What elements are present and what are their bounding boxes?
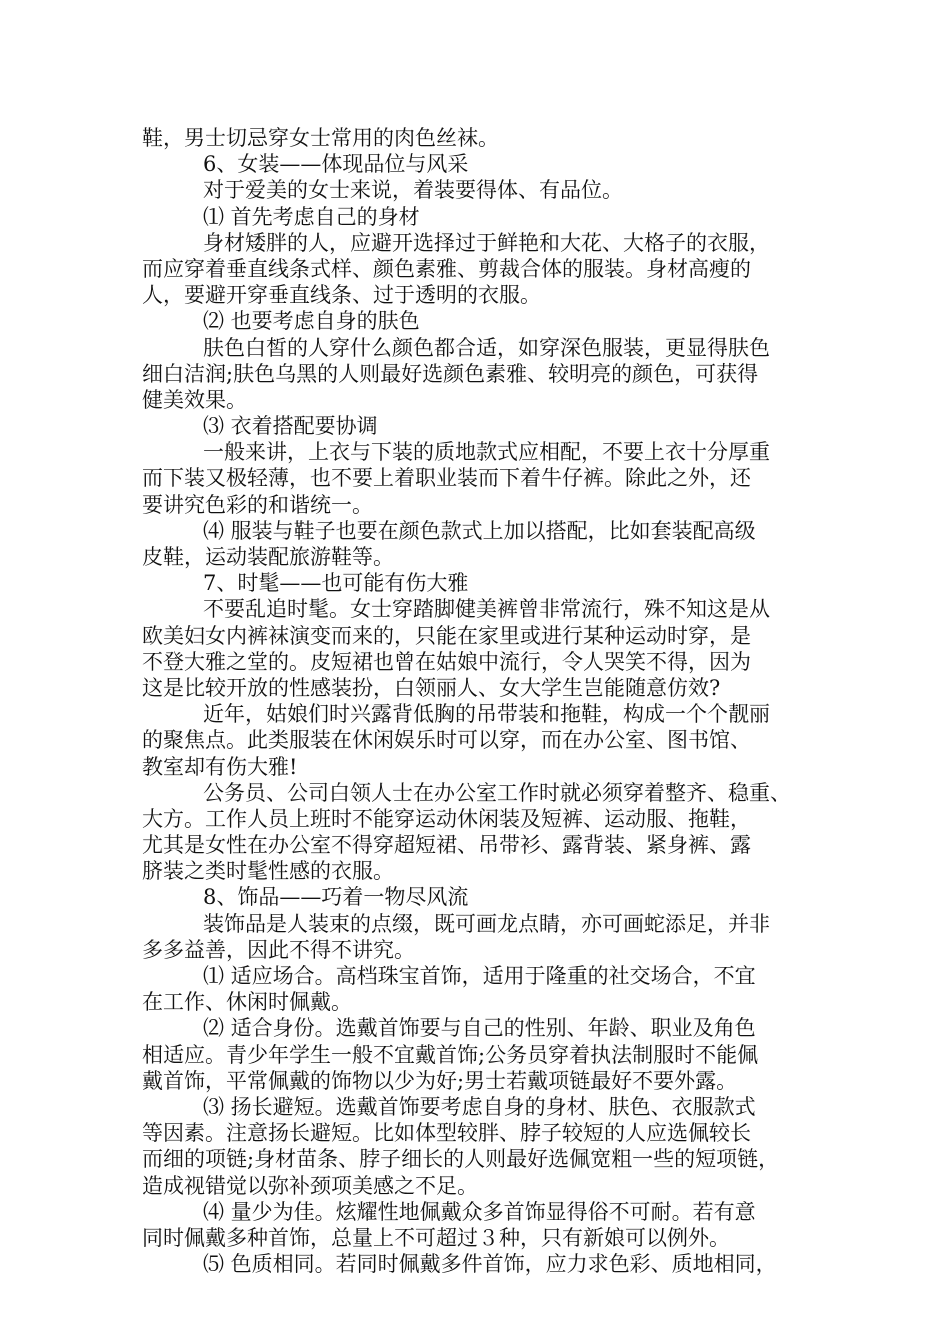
text-line: 细白洁润;肤色乌黑的人则最好选颜色素雅、较明亮的颜色，可获得	[142, 361, 759, 386]
text-line: 等因素。注意扬长避短。比如体型较胖、脖子较短的人应选佩较长	[142, 1121, 751, 1146]
text-line: 近年，姑娘们时兴露背低胸的吊带装和拖鞋，构成一个个靓丽	[203, 702, 770, 727]
text-line: 多多益善，因此不得不讲究。	[142, 937, 415, 962]
text-line: 皮鞋，运动装配旅游鞋等。	[142, 545, 394, 569]
text-line: 不要乱追时髦。女士穿踏脚健美裤曾非常流行，殊不知这是从	[203, 597, 770, 622]
text-line: 教室却有伤大雅!	[142, 754, 298, 779]
text-line: 对于爱美的女士来说，着装要得体、有品位。	[203, 178, 623, 203]
text-line: 一般来讲，上衣与下装的质地款式应相配，不要上衣十分厚重	[203, 440, 770, 465]
text-line: ⑵ 适合身份。选戴首饰要与自己的性别、年龄、职业及角色	[203, 1016, 756, 1041]
text-line: 欧美妇女内裤袜演变而来的，只能在家里或进行某种运动时穿，是	[142, 623, 751, 648]
text-line: 鞋，男士切忌穿女士常用的肉色丝袜。	[142, 126, 499, 150]
text-line: 造成视错觉以弥补颈项美感之不足。	[142, 1173, 478, 1198]
text-line: ⑸ 色质相同。若同时佩戴多件首饰，应力求色彩、质地相同，	[203, 1252, 777, 1277]
text-line: 8、饰品——巧着一物尽风流	[203, 885, 469, 910]
text-line: ⑴ 适应场合。高档珠宝首饰，适用于隆重的社交场合，不宜	[203, 964, 756, 988]
text-line: 要讲究色彩的和谐统一。	[142, 492, 373, 517]
text-line: ⑶ 扬长避短。选戴首饰要考虑自身的身材、肤色、衣服款式	[203, 1094, 756, 1119]
text-line: 而应穿着垂直线条式样、颜色素雅、剪裁合体的服装。身材高瘦的	[142, 256, 751, 281]
text-line: 戴首饰，平常佩戴的饰物以少为好;男士若戴项链最好不要外露。	[142, 1068, 738, 1093]
text-line: ⑶ 衣着搭配要协调	[203, 414, 378, 439]
document-body	[142, 125, 822, 1277]
text-line: 的聚焦点。此类服装在休闲娱乐时可以穿，而在办公室、图书馆、	[142, 728, 751, 753]
text-line: 尤其是女性在办公室不得穿超短裙、吊带衫、露背装、紧身裤、露	[142, 833, 751, 858]
text-line: 而下装又极轻薄，也不要上着职业装而下着牛仔裤。除此之外，还	[142, 466, 751, 491]
text-line: 相适应。青少年学生一般不宜戴首饰;公务员穿着执法制服时不能佩	[142, 1042, 759, 1067]
text-line: 7、时髦——也可能有伤大雅	[203, 571, 469, 596]
text-line: 在工作、休闲时佩戴。	[142, 990, 352, 1015]
text-line: ⑴ 首先考虑自己的身材	[203, 204, 420, 229]
text-line: ⑷ 量少为佳。炫耀性地佩戴众多首饰显得俗不可耐。若有意	[203, 1199, 756, 1224]
text-line: 6、女装——体现品位与风采	[203, 152, 469, 177]
text-line: ⑵ 也要考虑自身的肤色	[203, 309, 420, 334]
text-line: 脐装之类时髦性感的衣服。	[142, 859, 394, 884]
text-line: 大方。工作人员上班时不能穿运动休闲装及短裤、运动服、拖鞋，	[142, 806, 751, 831]
text-line: 身材矮胖的人，应避开选择过于鲜艳和大花、大格子的衣服，	[203, 230, 770, 255]
text-line: 这是比较开放的性感装扮，白领丽人、女大学生岂能随意仿效?	[142, 675, 721, 700]
text-line: 公务员、公司白领人士在办公室工作时就必须穿着整齐、稳重、	[203, 780, 791, 805]
text-line: 而细的项链;身材苗条、脖子细长的人则最好选佩宽粗一些的短项链，	[142, 1147, 780, 1172]
text-line: ⑷ 服装与鞋子也要在颜色款式上加以搭配，比如套装配高级	[203, 518, 756, 543]
text-line: 肤色白皙的人穿什么颜色都合适，如穿深色服装，更显得肤色	[203, 335, 770, 360]
text-line: 不登大雅之堂的。皮短裙也曾在姑娘中流行，令人哭笑不得，因为	[142, 649, 751, 674]
text-line: 同时佩戴多种首饰，总量上不可超过３种，只有新娘可以例外。	[142, 1225, 730, 1250]
text-line: 人，要避开穿垂直线条、过于透明的衣服。	[142, 283, 541, 308]
text-line: 装饰品是人装束的点缀，既可画龙点睛，亦可画蛇添足，并非	[203, 911, 770, 936]
text-line: 健美效果。	[142, 387, 247, 412]
